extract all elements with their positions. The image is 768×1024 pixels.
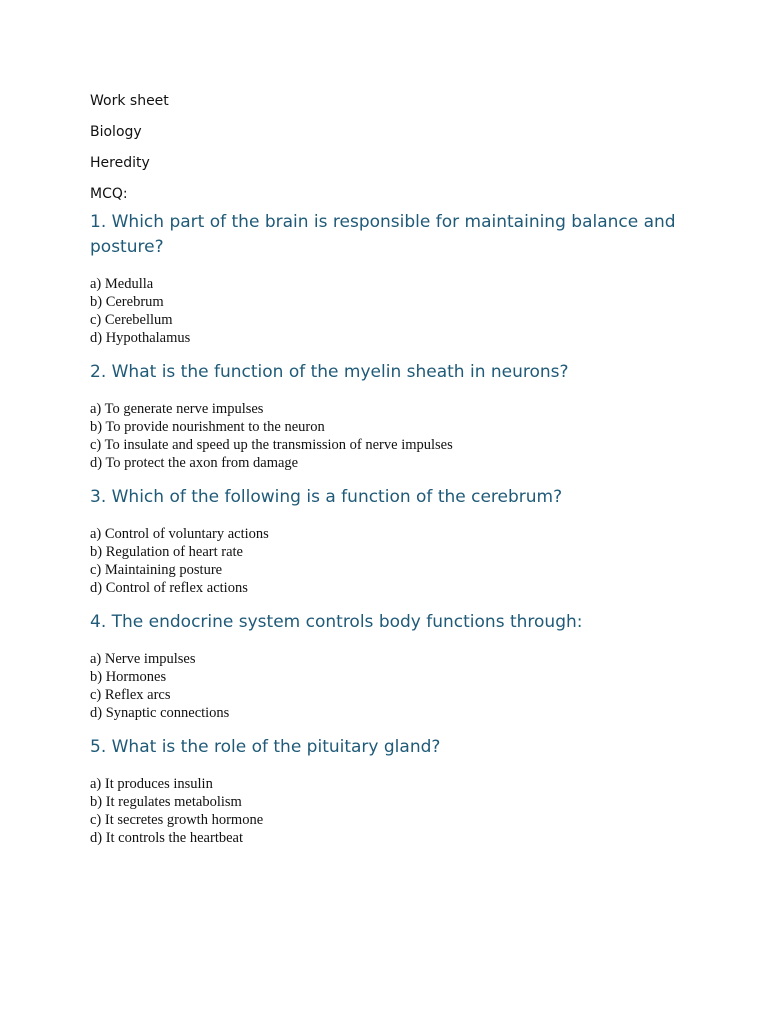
options-list xyxy=(90,525,690,597)
question-text: 2. What is the function of the myelin sheath in neurons? xyxy=(90,362,569,382)
options-list xyxy=(90,275,690,347)
question-5 xyxy=(90,735,690,847)
option-c: c) Reflex arcs xyxy=(90,687,171,703)
option-c: c) It secretes growth hormone xyxy=(90,812,264,828)
question-1 xyxy=(90,210,690,347)
question-3 xyxy=(90,485,690,597)
worksheet-title: Work sheet xyxy=(90,93,169,109)
option-b: b) It regulates metabolism xyxy=(90,794,242,810)
question-text: 5. What is the role of the pituitary gland? xyxy=(90,737,441,757)
topic-label: Heredity xyxy=(90,155,150,171)
worksheet-page xyxy=(90,91,690,860)
option-a: a) It produces insulin xyxy=(90,776,213,792)
question-text: 3. Which of the following is a function of the cerebrum? xyxy=(90,487,563,507)
question-2 xyxy=(90,360,690,472)
option-c: c) Maintaining posture xyxy=(90,562,223,578)
option-d: d) Synaptic connections xyxy=(90,705,230,721)
subject-label: Biology xyxy=(90,124,142,140)
options-list xyxy=(90,775,690,847)
option-d: d) Hypothalamus xyxy=(90,330,191,346)
question-text: 1. Which part of the brain is responsible for maintaining balance and posture? xyxy=(90,212,676,257)
option-d: d) Control of reflex actions xyxy=(90,580,248,596)
option-b: b) Regulation of heart rate xyxy=(90,544,243,560)
option-c: c) To insulate and speed up the transmission of nerve impulses xyxy=(90,437,453,453)
question-4 xyxy=(90,610,690,722)
option-b: b) Hormones xyxy=(90,669,167,685)
option-b: b) Cerebrum xyxy=(90,294,164,310)
option-d: d) To protect the axon from damage xyxy=(90,455,299,471)
options-list xyxy=(90,400,690,472)
option-a: a) Medulla xyxy=(90,276,154,292)
option-a: a) Nerve impulses xyxy=(90,651,196,667)
option-c: c) Cerebellum xyxy=(90,312,173,328)
option-a: a) Control of voluntary actions xyxy=(90,526,269,542)
option-a: a) To generate nerve impulses xyxy=(90,401,264,417)
option-b: b) To provide nourishment to the neuron xyxy=(90,419,325,435)
question-text: 4. The endocrine system controls body functions through: xyxy=(90,612,583,632)
option-d: d) It controls the heartbeat xyxy=(90,830,243,846)
section-label: MCQ: xyxy=(90,186,128,202)
options-list xyxy=(90,650,690,722)
